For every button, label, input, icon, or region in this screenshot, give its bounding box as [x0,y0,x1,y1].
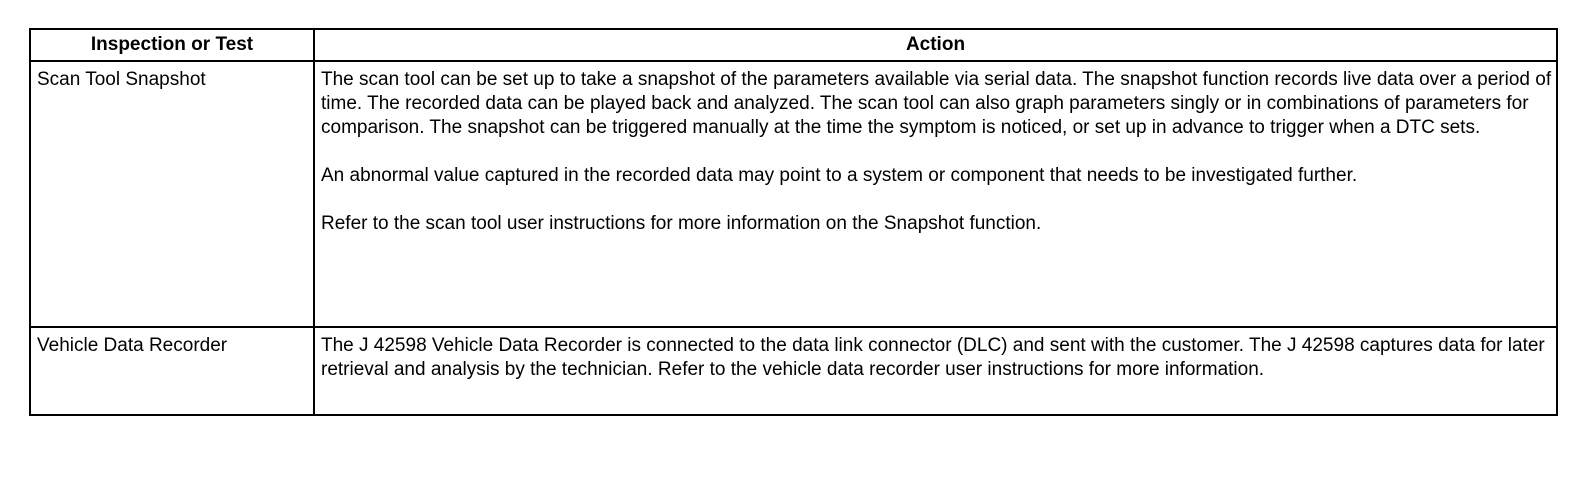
action-cell [314,327,1557,415]
table-row [30,61,1557,327]
inspection-cell: Scan Tool Snapshot [30,61,314,327]
action-paragraph: The scan tool can be set up to take a snapshot of the parameters available via serial data. The snapshot function records live data over a period of time. The recorded data can be played back and analyzed. The scan tool can also graph parameters singly or in combinations of parameters for comparison. The snapshot can be triggered manually at the time the symptom is noticed, or set up in advance to trigger when a DTC sets. [321,69,1552,138]
inspection-table [29,28,1558,416]
action-paragraph: An abnormal value captured in the recorded data may point to a system or component that needs to be investigated further. [321,165,1358,186]
action-paragraph: The J 42598 Vehicle Data Recorder is connected to the data link connector (DLC) and sent with the customer. The J 42598 captures data for later retrieval and analysis by the technician. Refer to the vehicle data recorder user instructions for more information. [321,335,1545,380]
action-cell [314,61,1557,327]
table-header-row [30,29,1557,61]
header-inspection-or-test: Inspection or Test [30,29,314,61]
inspection-cell: Vehicle Data Recorder [30,327,314,415]
table-row [30,327,1557,415]
header-action: Action [314,29,1557,61]
action-paragraph: Refer to the scan tool user instructions for more information on the Snapshot function. [321,213,1042,234]
